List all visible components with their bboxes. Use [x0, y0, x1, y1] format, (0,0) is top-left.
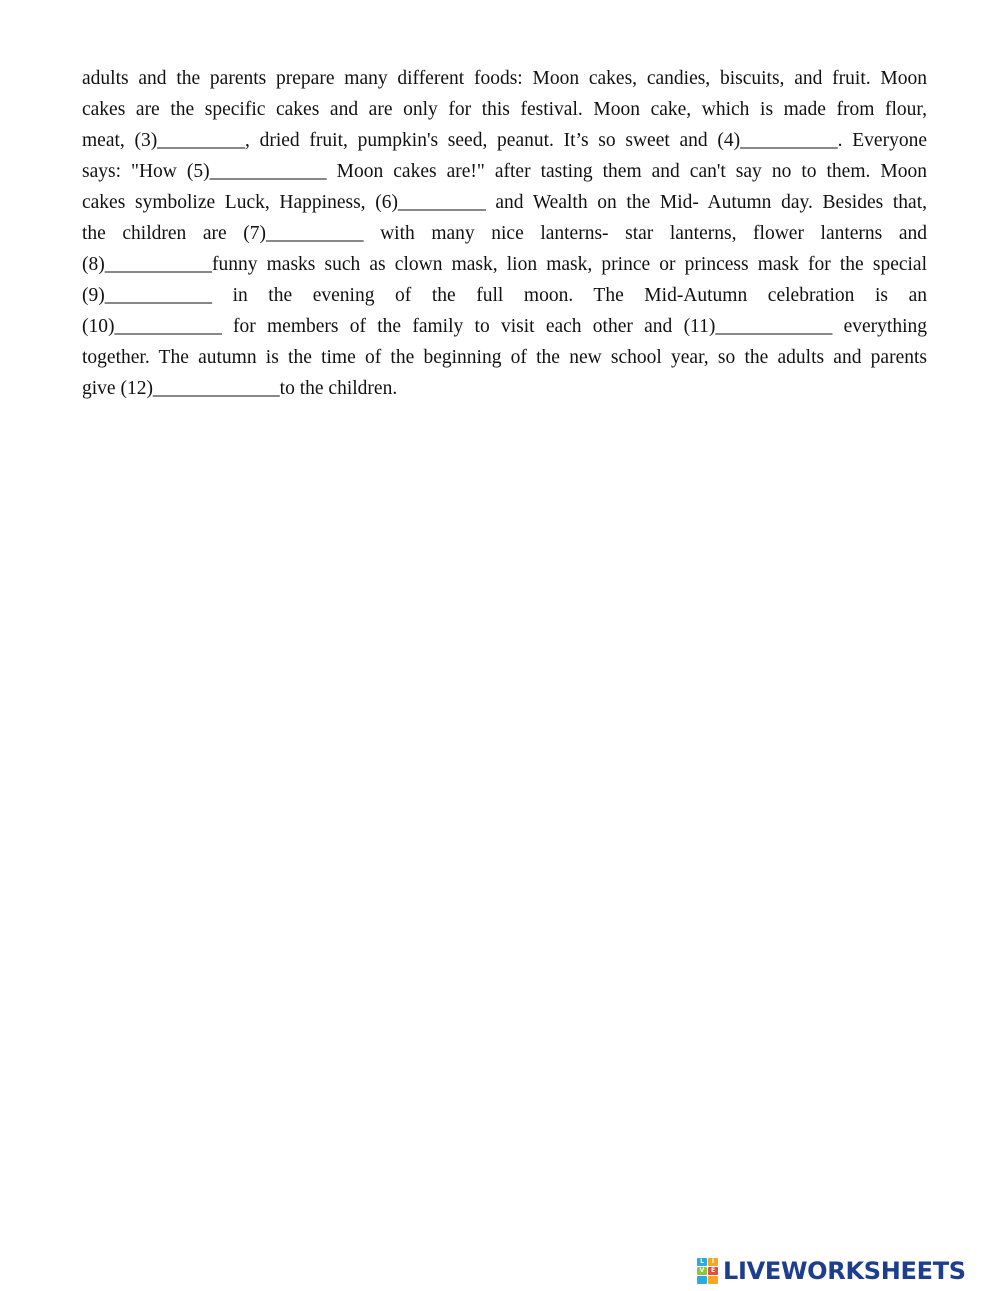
logo-tile: E: [708, 1267, 718, 1275]
logo-tile: [697, 1276, 707, 1284]
passage-line-11: give (12)_____________to the children.: [82, 378, 398, 399]
reading-passage: [82, 63, 927, 404]
liveworksheets-logo[interactable]: [697, 1255, 993, 1287]
passage-line-8: (9)___________ in the evening of the full moon. The Mid-Autumn celebration is an: [82, 285, 927, 306]
logo-tile: V: [697, 1267, 707, 1275]
passage-line-3: meat, (3)_________, dried fruit, pumpkin's seed, peanut. It’s so sweet and (4)__________. Everyone: [82, 130, 927, 151]
logo-tile: L: [697, 1258, 707, 1266]
passage-line-6: the children are (7)__________ with many nice lanterns- star lanterns, flower lanterns and: [82, 223, 927, 244]
passage-line-10: together. The autumn is the time of the beginning of the new school year, so the adults and parents: [82, 347, 927, 368]
passage-line-4: says: "How (5)____________ Moon cakes are!" after tasting them and can't say no to them. Moon: [82, 161, 927, 182]
passage-line-7: (8)___________funny masks such as clown mask, lion mask, prince or princess mask for the special: [82, 254, 927, 275]
logo-tile: [708, 1276, 718, 1284]
passage-line-5: cakes symbolize Luck, Happiness, (6)_________ and Wealth on the Mid- Autumn day. Besides that,: [82, 192, 927, 213]
passage-line-9: (10)___________ for members of the family to visit each other and (11)____________ everything: [82, 316, 927, 337]
logo-tile: I: [708, 1258, 718, 1266]
passage-line-2: cakes are the specific cakes and are only for this festival. Moon cake, which is made from flour,: [82, 99, 927, 120]
liveworksheets-logo-icon: [697, 1258, 719, 1284]
passage-line-1: adults and the parents prepare many different foods: Moon cakes, candies, biscuits, and fruit. Moon: [82, 68, 927, 89]
liveworksheets-wordmark: LIVEWORKSHEETS: [723, 1257, 966, 1285]
